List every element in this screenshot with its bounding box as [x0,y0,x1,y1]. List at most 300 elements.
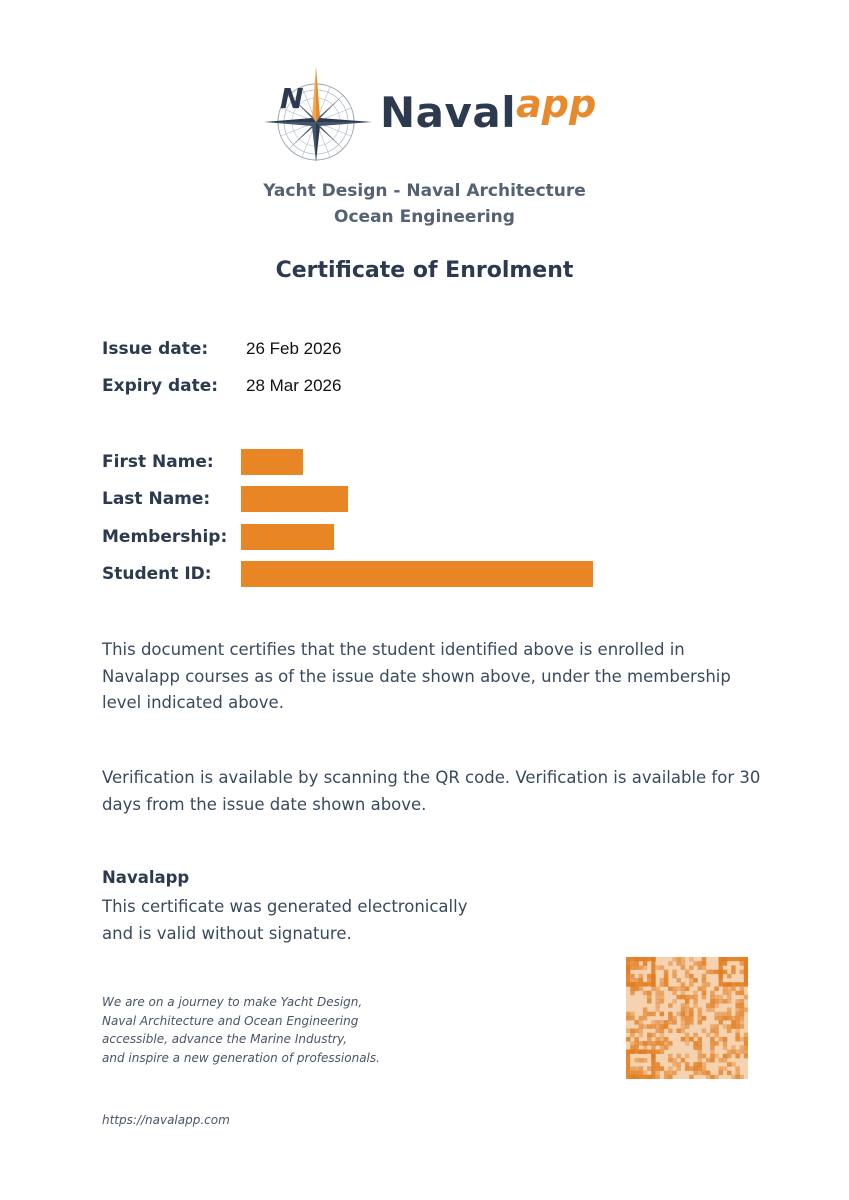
first-name-redaction [241,449,303,475]
qr-module [676,1066,681,1071]
qr-module [681,1003,686,1008]
qr-module [740,1045,745,1050]
qr-module [698,1050,703,1055]
qr-module [689,1007,694,1012]
qr-module [685,974,690,979]
qr-module [740,970,745,975]
qr-module [676,995,681,1000]
qr-module [651,1012,656,1017]
qr-module [706,1033,711,1038]
qr-module [668,1012,673,1017]
qr-module [719,1016,724,1021]
qr-module [698,1007,703,1012]
qr-module [660,1012,665,1017]
qr-module [660,982,665,987]
qr-module [664,1024,669,1029]
qr-module [655,1024,660,1029]
qr-module [744,1041,748,1046]
qr-module [689,957,694,962]
qr-module [706,970,711,975]
qr-module [660,1033,665,1038]
expiry-date-value: 28 Mar 2026 [246,376,342,395]
qr-module [744,1037,748,1042]
qr-module [710,1024,715,1029]
qr-module [723,1037,728,1042]
qr-module [710,1054,715,1059]
qr-module [702,957,707,962]
qr-module [723,999,728,1004]
qr-module [672,1058,677,1063]
qr-module [626,1029,631,1034]
compass-rose-icon [262,66,378,166]
qr-module [634,1041,639,1046]
qr-module [689,965,694,970]
qr-module [735,1020,740,1025]
qr-module [698,986,703,991]
qr-module [740,1050,745,1055]
qr-module [643,1012,648,1017]
qr-module [714,999,719,1004]
qr-module [685,999,690,1004]
qr-module [714,1033,719,1038]
qr-module [689,974,694,979]
qr-module [630,965,635,970]
qr-module [714,995,719,1000]
tagline-line-1: Yacht Design - Naval Architecture [263,181,586,201]
qr-module [689,995,694,1000]
qr-module [727,1024,732,1029]
qr-module [664,974,669,979]
qr-module [714,1024,719,1029]
qr-module [706,982,711,987]
qr-module [630,1016,635,1021]
qr-module [706,1007,711,1012]
qr-module [731,1075,736,1079]
qr-module [639,1041,644,1046]
qr-module [731,1062,736,1067]
qr-module [740,986,745,991]
qr-module [723,1041,728,1046]
qr-module [693,999,698,1004]
qr-module [639,974,644,979]
qr-code-icon[interactable] [626,957,748,1079]
qr-module [647,995,652,1000]
qr-module [727,974,732,979]
qr-module [731,1045,736,1050]
qr-module [735,1037,740,1042]
qr-module [676,957,681,962]
qr-module [634,1029,639,1034]
qr-module [639,1033,644,1038]
qr-module [731,1050,736,1055]
qr-module [660,1037,665,1042]
qr-module [723,1016,728,1021]
qr-module [668,1071,673,1076]
qr-module [681,1007,686,1012]
qr-module [660,991,665,996]
qr-module [655,1075,660,1079]
qr-module [714,1029,719,1034]
qr-module [647,978,652,983]
qr-module [744,995,748,1000]
qr-module [698,1012,703,1017]
qr-module [689,978,694,983]
navalapp-logo [262,66,597,166]
verification-statement: Verification is available by scanning the QR code. Verification is available for 30 days from the issue date shown above. [102,768,761,814]
qr-module [668,1003,673,1008]
qr-module [727,991,732,996]
qr-module [719,1012,724,1017]
qr-module [630,1012,635,1017]
qr-module [727,1071,732,1076]
qr-module [660,1041,665,1046]
qr-module [655,1071,660,1076]
qr-module [651,1045,656,1050]
qr-module [634,1045,639,1050]
qr-module [672,957,677,962]
qr-module [698,1045,703,1050]
qr-module [719,1071,724,1076]
qr-module [710,970,715,975]
qr-module [660,1024,665,1029]
qr-module [698,1054,703,1059]
qr-module [714,970,719,975]
qr-module [698,965,703,970]
qr-module [647,1024,652,1029]
qr-module [727,1029,732,1034]
qr-module [672,999,677,1004]
qr-module [655,1041,660,1046]
qr-module [710,991,715,996]
qr-module [710,1058,715,1063]
qr-module [639,1024,644,1029]
qr-module [664,1071,669,1076]
qr-module [744,1050,748,1055]
qr-module [647,1033,652,1038]
qr-module [740,1012,745,1017]
qr-module [702,961,707,966]
qr-module [710,999,715,1004]
qr-module [660,1050,665,1055]
qr-module [723,1054,728,1059]
qr-module [681,961,686,966]
logo-letter: N [280,82,304,115]
qr-module [740,1024,745,1029]
qr-module [689,982,694,987]
qr-module [735,1066,740,1071]
qr-module [740,1007,745,1012]
qr-module [681,982,686,987]
qr-module [723,961,728,966]
qr-module [693,1045,698,1050]
qr-module [660,965,665,970]
qr-module [685,1024,690,1029]
tagline-line-2: Ocean Engineering [334,207,515,227]
qr-module [672,1062,677,1067]
qr-module [735,1007,740,1012]
qr-module [655,965,660,970]
qr-module [660,995,665,1000]
qr-module [735,991,740,996]
qr-module [634,978,639,983]
qr-module [634,1071,639,1076]
qr-module [643,991,648,996]
qr-module [655,1062,660,1067]
qr-module [655,986,660,991]
qr-module [698,1016,703,1021]
qr-module [668,961,673,966]
qr-module [685,1066,690,1071]
qr-module [719,1020,724,1025]
qr-module [698,1071,703,1076]
qr-module [735,1024,740,1029]
qr-module [706,1075,711,1079]
qr-module [685,1054,690,1059]
certificate-title: Certificate of Enrolment [275,258,574,283]
qr-module [681,1037,686,1042]
qr-module [630,1041,635,1046]
qr-module [681,1020,686,1025]
qr-module [735,1016,740,1021]
qr-module [634,1058,639,1063]
qr-module [660,1029,665,1034]
qr-module [689,1020,694,1025]
qr-module [664,978,669,983]
issue-date-value: 26 Feb 2026 [246,339,342,358]
qr-module [693,1062,698,1067]
qr-module [639,1066,644,1071]
qr-module [723,991,728,996]
qr-module [634,965,639,970]
qr-module [668,1075,673,1079]
qr-module [702,978,707,983]
qr-module [664,982,669,987]
qr-module [660,978,665,983]
last-name-redaction [241,486,348,512]
qr-module [630,991,635,996]
qr-module [702,1016,707,1021]
qr-module [668,1016,673,1021]
qr-module [672,970,677,975]
wordmark-app: app [516,82,597,126]
qr-module [723,1045,728,1050]
qr-module [740,961,745,966]
qr-module [698,1020,703,1025]
qr-module [672,986,677,991]
qr-module [731,1024,736,1029]
qr-module [630,1045,635,1050]
qr-module [664,970,669,975]
qr-module [630,1066,635,1071]
qr-module [639,1071,644,1076]
qr-module [651,1020,656,1025]
qr-module [626,1012,631,1017]
qr-module [723,1066,728,1071]
qr-module [740,1016,745,1021]
qr-module [685,1033,690,1038]
qr-module [702,1054,707,1059]
qr-module [702,995,707,1000]
qr-module [639,986,644,991]
qr-module [698,1041,703,1046]
qr-module [655,995,660,1000]
qr-module [714,1041,719,1046]
qr-module [630,1029,635,1034]
qr-module [676,1012,681,1017]
qr-module [693,961,698,966]
qr-module [727,1062,732,1067]
website-link[interactable]: https://navalapp.com [102,1113,230,1127]
qr-module [723,1012,728,1017]
qr-module [655,1029,660,1034]
qr-module [668,1020,673,1025]
mission-line-1: We are on a journey to make Yacht Design, [102,995,363,1009]
qr-module [651,986,656,991]
last-name-label: Last Name: [102,489,211,509]
qr-module [744,1033,748,1038]
qr-module [643,1016,648,1021]
qr-module [698,1062,703,1067]
qr-module [643,1045,648,1050]
qr-module [643,1024,648,1029]
qr-module [706,1058,711,1063]
qr-module [706,1003,711,1008]
qr-module [710,1003,715,1008]
mission-line-4: and inspire a new generation of professionals. [102,1050,380,1065]
qr-module [676,1062,681,1067]
qr-module [723,1058,728,1063]
student-id-redaction [241,561,593,587]
qr-module [676,978,681,983]
qr-module [634,1066,639,1071]
qr-module [651,1033,656,1038]
qr-module [710,1041,715,1046]
qr-module [710,995,715,1000]
qr-module [735,1075,740,1079]
qr-module [647,1012,652,1017]
qr-module [706,1071,711,1076]
qr-module [639,978,644,983]
qr-module [639,1016,644,1021]
qr-module [643,1041,648,1046]
qr-module [643,965,648,970]
qr-module [714,1075,719,1079]
qr-module [693,1003,698,1008]
qr-module [685,995,690,1000]
qr-module [672,1016,677,1021]
qr-module [727,999,732,1004]
qr-module [735,1054,740,1059]
qr-module [676,1054,681,1059]
qr-module [655,1003,660,1008]
qr-module [714,1054,719,1059]
qr-module [676,1029,681,1034]
qr-module [714,1012,719,1017]
qr-module [630,1071,635,1076]
qr-module [668,1029,673,1034]
qr-module [630,961,635,966]
qr-module [681,1024,686,1029]
qr-module [693,1071,698,1076]
qr-module [735,1012,740,1017]
qr-module [685,1007,690,1012]
qr-module [630,974,635,979]
qr-module [639,1029,644,1034]
mission-line-3: accessible, advance the Marine Industry, [102,1032,348,1046]
qr-module [655,991,660,996]
qr-module [681,1029,686,1034]
qr-module [672,1071,677,1076]
qr-module [639,1058,644,1063]
qr-module [681,957,686,962]
qr-module [647,999,652,1004]
qr-module [719,999,724,1004]
issuer-name: Navalapp [102,868,190,887]
qr-module [693,991,698,996]
qr-module [693,995,698,1000]
qr-module [693,1033,698,1038]
qr-module [685,1016,690,1021]
qr-module [655,1050,660,1055]
qr-module [727,1050,732,1055]
qr-module [689,1066,694,1071]
qr-module [727,986,732,991]
qr-module [685,1041,690,1046]
qr-module [664,1045,669,1050]
qr-module [710,1029,715,1034]
qr-module [710,1007,715,1012]
qr-module [685,1003,690,1008]
qr-module [735,1033,740,1038]
qr-module [630,978,635,983]
qr-module [731,965,736,970]
qr-module [681,986,686,991]
qr-module [655,1007,660,1012]
qr-module [735,1050,740,1055]
qr-module [702,1029,707,1034]
qr-module [672,974,677,979]
qr-module [639,1020,644,1025]
qr-module [719,995,724,1000]
qr-module [681,1016,686,1021]
mission-statement [102,993,432,1067]
qr-module [735,1071,740,1076]
qr-module [710,1050,715,1055]
qr-module [689,1012,694,1017]
qr-module [672,1020,677,1025]
qr-module [660,1066,665,1071]
qr-module [685,1062,690,1067]
qr-module [647,1041,652,1046]
qr-module [664,1037,669,1042]
qr-module [727,1012,732,1017]
qr-module [698,961,703,966]
qr-module [630,986,635,991]
qr-module [643,1058,648,1063]
qr-module [681,991,686,996]
qr-module [681,965,686,970]
qr-module [639,965,644,970]
qr-module [702,982,707,987]
qr-module [685,1020,690,1025]
qr-module [744,1045,748,1050]
qr-module [693,978,698,983]
qr-module [714,1003,719,1008]
qr-module [689,1075,694,1079]
qr-module [702,991,707,996]
qr-module [702,986,707,991]
qr-module [735,1003,740,1008]
